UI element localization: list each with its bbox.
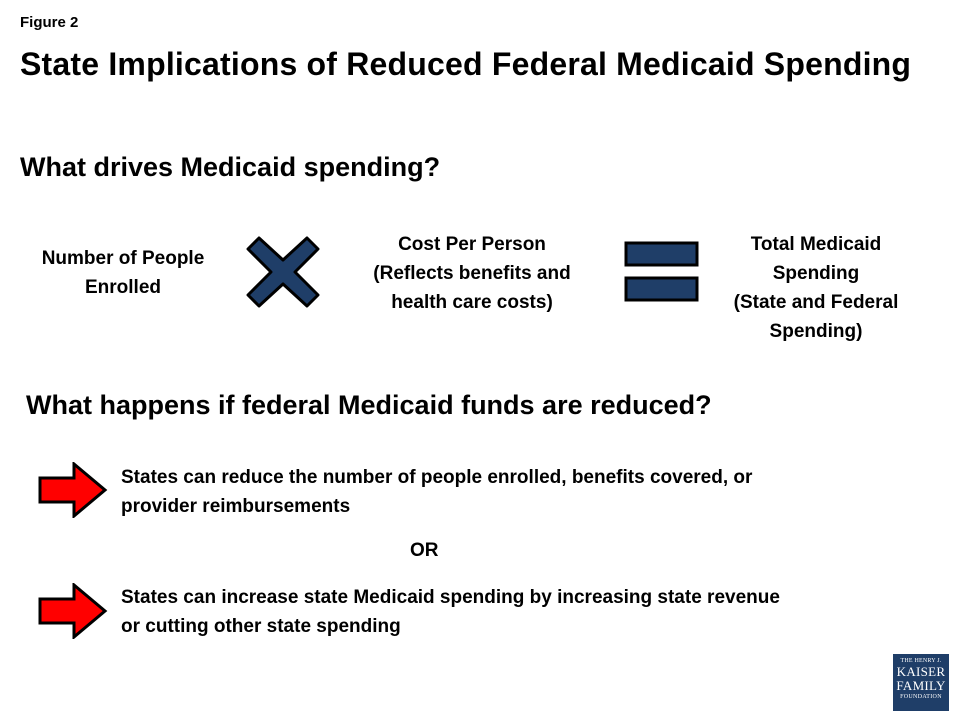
figure-label: Figure 2	[20, 14, 79, 31]
option-increase	[121, 583, 780, 641]
option-line: States can reduce the number of people enrolled, benefits covered, or	[121, 467, 753, 488]
term-line: health care costs)	[391, 292, 553, 313]
term-line: Spending)	[769, 321, 863, 342]
section-heading-drivers: What drives Medicaid spending?	[20, 152, 441, 182]
page-title: State Implications of Reduced Federal Medicaid Spending	[20, 46, 912, 82]
option-line: or cutting other state spending	[121, 616, 401, 637]
term-people-enrolled	[20, 244, 226, 302]
term-cost-per-person	[350, 230, 594, 317]
logo-line: THE HENRY J.	[900, 658, 942, 664]
logo-line: FOUNDATION	[900, 694, 942, 700]
section-heading-reduction: What happens if federal Medicaid funds are reduced?	[26, 390, 712, 420]
option-reduce	[121, 463, 752, 521]
right-arrow-icon	[38, 583, 108, 639]
term-line: (Reflects benefits and	[373, 263, 571, 284]
term-line: Cost Per Person	[398, 234, 546, 255]
multiply-icon	[246, 236, 320, 308]
term-line: Total Medicaid	[750, 234, 882, 255]
kff-logo	[893, 654, 949, 711]
or-separator: OR	[410, 540, 439, 561]
term-line: Number of People	[41, 248, 205, 269]
term-total-spending	[716, 230, 916, 346]
equals-icon	[624, 240, 700, 304]
term-line: Enrolled	[84, 277, 161, 298]
logo-line: FAMILY	[896, 678, 946, 693]
right-arrow-icon	[38, 462, 108, 518]
logo-line: KAISER	[896, 664, 946, 679]
term-line: Spending	[772, 263, 860, 284]
option-line: provider reimbursements	[121, 496, 351, 517]
option-line: States can increase state Medicaid spending by increasing state revenue	[121, 587, 780, 608]
term-line: (State and Federal	[733, 292, 899, 313]
